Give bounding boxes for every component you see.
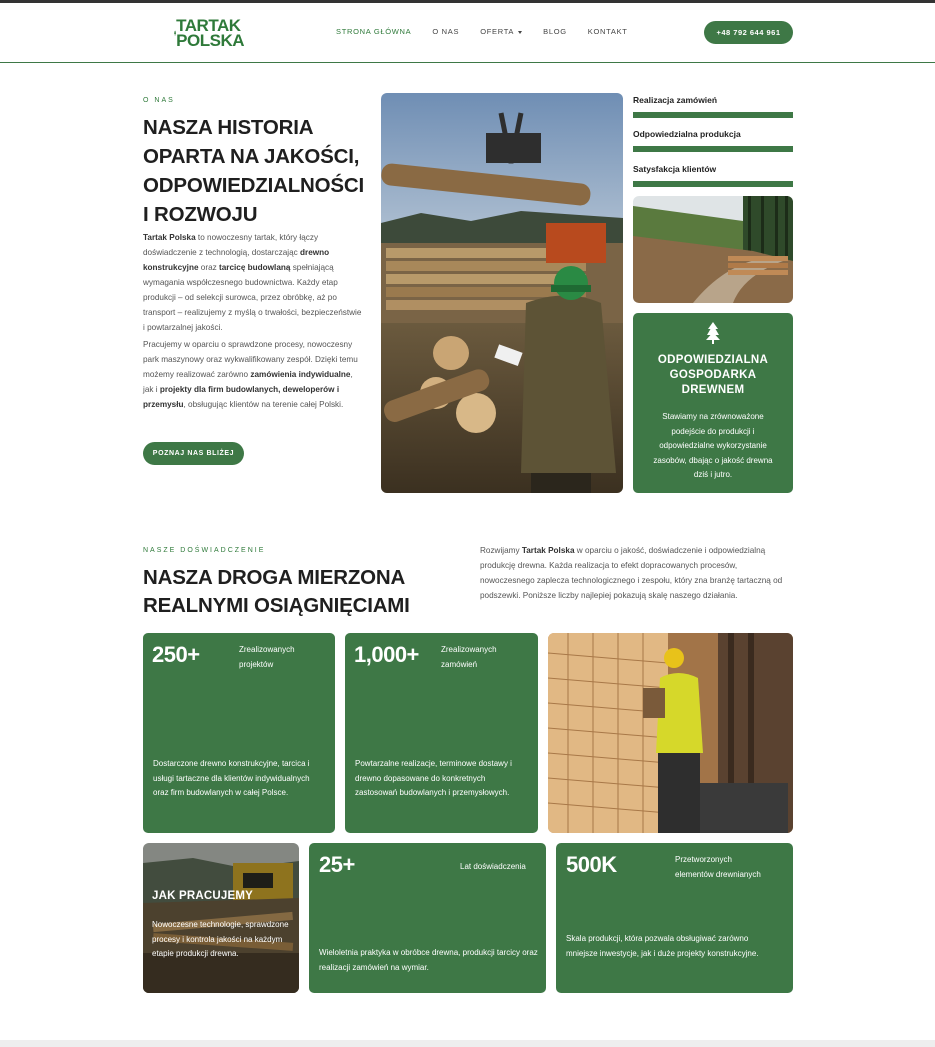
experience-intro: Rozwijamy Tartak Polska w oparciu o jakość, doświadczenie i odpowiedzialną produkcję drewna. Każda realizacja to efekt dopracowanych procesów, nowoczesnego zaplecza technologicznego i zespołu, który zna branżę tartaczną od podszewki. Poniższe liczby najlepiej pokazują skalę naszego działania. (480, 546, 783, 600)
progress-bar (633, 112, 793, 118)
bar-label: Realizacja zamówień (633, 95, 718, 105)
nav-offer[interactable]: OFERTA (480, 27, 522, 36)
footer-strip (0, 1040, 935, 1047)
warehouse-worker-photo (548, 633, 793, 833)
stat-number: 25+ (319, 852, 355, 877)
bar-production (633, 129, 793, 152)
bar-label: Satysfakcja klientów (633, 164, 717, 174)
stat-card-projects (143, 633, 335, 833)
responsible-forestry-card (633, 313, 793, 493)
stat-description: Powtarzalne realizacje, terminowe dostawy i drewno dopasowane do konkretnych zastosowań budowlanych i przemysłowych. (355, 759, 512, 797)
logo[interactable] (174, 15, 244, 51)
stat-label: Przetworzonych elementów drewnianych (675, 855, 761, 879)
learn-more-button[interactable]: POZNAJ NAS BLIŻEJ (143, 442, 244, 465)
stat-number: 250+ (152, 642, 200, 667)
stat-card-years (309, 843, 546, 993)
about-paragraph-2: Pracujemy w oparciu o sprawdzone procesy, nowoczesny park maszynowy oraz wykwalifikowany zespół. Dzięki temu możemy realizować zarówno zamówienia indywidualne, jak i projekty dla firm budowlanych, deweloperów i przemysłu, obsługując klientów na terenie całej Polski. (143, 340, 358, 409)
about-paragraph-1: Tartak Polska to nowoczesny tartak, który łączy doświadczenie z technologią, dostarczając drewno konstrukcyjne oraz tarcicę budowlaną spełniającą wymagania współczesnego budownictwa. Każdy etap produkcji – od selekcji surowca, przez obróbkę, aż po transport – realizujemy z myślą o trwałości, bezpieczeństwie i powtarzalnej jakości. (143, 233, 362, 332)
experience-eyebrow: NASZE DOŚWIADCZENIE (143, 547, 266, 554)
stat-label: Zrealizowanych zamówień (441, 645, 497, 669)
phone-button[interactable]: +48 792 644 961 (704, 21, 793, 44)
nav-contact[interactable]: KONTAKT (587, 27, 628, 36)
pine-tree-icon (706, 322, 720, 344)
stat-number: 500K (566, 852, 617, 877)
bar-orders (633, 95, 793, 118)
stat-label: Lat doświadczenia (460, 862, 526, 871)
progress-bar (633, 181, 793, 187)
main-nav (336, 27, 649, 36)
stat-label: Zrealizowanych projektów (239, 645, 295, 669)
bar-label: Odpowiedzialna produkcja (633, 129, 741, 139)
chevron-down-icon (518, 31, 522, 34)
forest-road-photo (633, 196, 793, 303)
card-title: ODPOWIEDZIALNA GOSPODARKA DREWNEM (657, 354, 769, 396)
stat-description: Skala produkcji, która pozwala obsługiwać zarówno mniejsze inwestycje, jak i duże projekty konstrukcyjne. (566, 934, 759, 958)
about-eyebrow: O NAS (143, 97, 175, 104)
nav-home[interactable]: STRONA GŁÓWNA (336, 27, 412, 36)
site-header (0, 3, 935, 63)
nav-about[interactable]: O NAS (432, 27, 460, 36)
stat-card-orders (345, 633, 538, 833)
progress-bar (633, 146, 793, 152)
how-we-work-card (143, 843, 299, 993)
stat-card-elements (556, 843, 793, 993)
bar-satisfaction (633, 164, 793, 187)
nav-blog[interactable]: BLOG (543, 27, 567, 36)
logo-text: TARTAK POLSKA (176, 16, 244, 50)
how-we-work-title: JAK PRACUJEMY (152, 890, 254, 902)
card-text: Stawiamy na zrównoważone podejście do produkcji i odpowiedzialne wykorzystanie zasobów, dbając o jakość drewna dziś i jutro. (653, 412, 773, 479)
stat-description: Dostarczone drewno konstrukcyjne, tarcica i usługi tartaczne dla klientów indywidualnych oraz firm budowlanych w całej Polsce. (153, 759, 310, 797)
stat-description: Wieloletnia praktyka w obróbce drewna, produkcji tarcicy oraz realizacji zamówień na wymiar. (319, 948, 538, 972)
forestry-worker-photo (381, 93, 623, 493)
how-we-work-text: Nowoczesne technologie, sprawdzone procesy i kontrola jakości na każdym etapie produkcji drewna. (152, 920, 289, 958)
about-title: NASZA HISTORIA OPARTA NA JAKOŚCI, ODPOWIEDZIALNOŚCI I ROZWOJU (143, 116, 364, 226)
experience-title: NASZA DROGA MIERZONA REALNYMI OSIĄGNIĘCIAMI (143, 566, 410, 617)
stat-number: 1,000+ (354, 642, 419, 667)
